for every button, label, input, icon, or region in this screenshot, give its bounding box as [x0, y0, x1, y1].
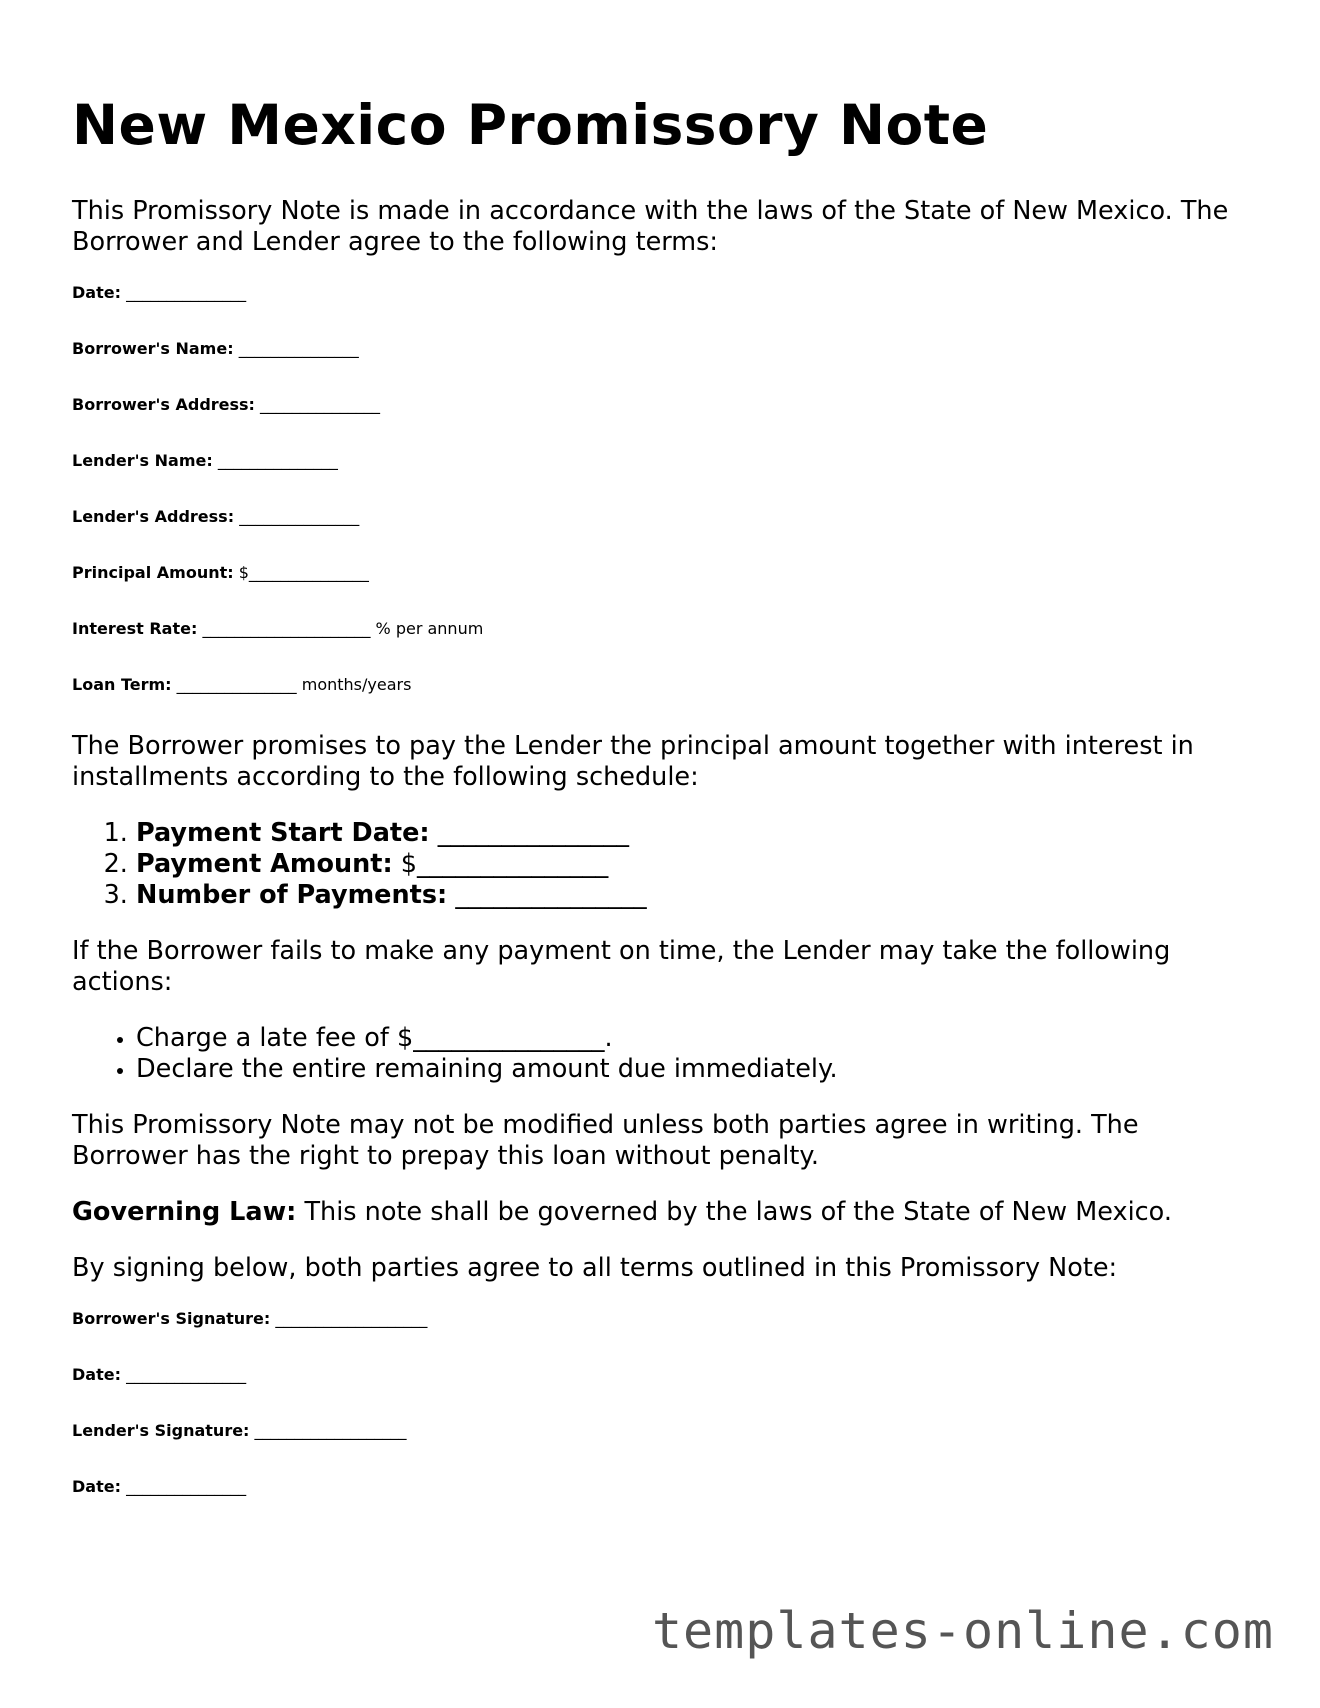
lender-address-blank: _______________ — [239, 507, 360, 526]
borrower-date-blank: _______________ — [126, 1365, 247, 1384]
borrower-signature-blank: ___________________ — [275, 1309, 428, 1328]
date-blank: _______________ — [126, 283, 247, 302]
borrower-address-field — [72, 395, 1252, 426]
lender-signature-field — [72, 1421, 1252, 1452]
list-item: • Charge a late fee of $_______________. — [136, 1023, 1252, 1054]
list-item — [136, 818, 1252, 849]
lender-date-blank: _______________ — [126, 1477, 247, 1496]
loan-term-blank: _______________ — [176, 675, 297, 694]
borrower-date-field — [72, 1365, 1252, 1396]
borrower-name-field — [72, 339, 1252, 370]
governing-law-paragraph — [72, 1197, 1252, 1228]
governing-law-text: This note shall be governed by the laws of the State of New Mexico. — [304, 1197, 1172, 1227]
payment-amount-label: Payment Amount: — [136, 849, 393, 879]
payment-schedule-list — [72, 818, 1252, 911]
loan-term-field — [72, 675, 1252, 706]
lender-signature-label: Lender's Signature: — [72, 1421, 250, 1440]
list-item — [136, 880, 1252, 911]
principal-amount-field — [72, 563, 1252, 594]
borrower-name-blank: _______________ — [238, 339, 359, 358]
payment-start-date-blank: _______________ — [437, 818, 629, 848]
modification-paragraph: This Promissory Note may not be modified unless both parties agree in writing. The Borrower has the right to prepay this loan without penalty. — [72, 1110, 1139, 1171]
borrower-signature-field — [72, 1309, 1252, 1340]
borrower-date-label: Date: — [72, 1365, 121, 1384]
lender-signature-blank: ___________________ — [254, 1421, 407, 1440]
borrower-signature-label: Borrower's Signature: — [72, 1309, 271, 1328]
watermark: templates-online.com — [651, 1602, 1274, 1660]
loan-term-label: Loan Term: — [72, 675, 172, 694]
lender-name-label: Lender's Name: — [72, 451, 213, 470]
principal-amount-blank: $_______________ — [238, 563, 369, 582]
borrower-name-label: Borrower's Name: — [72, 339, 234, 358]
borrower-address-label: Borrower's Address: — [72, 395, 255, 414]
interest-rate-field — [72, 619, 1252, 650]
interest-rate-label: Interest Rate: — [72, 619, 198, 638]
list-item: • Declare the entire remaining amount due immediately. — [136, 1054, 1252, 1085]
date-label: Date: — [72, 283, 121, 302]
default-intro: If the Borrower fails to make any payment on time, the Lender may take the following actions: — [72, 936, 1171, 997]
signing-intro: By signing below, both parties agree to all terms outlined in this Promissory Note: — [72, 1253, 1118, 1283]
lender-date-field — [72, 1477, 1252, 1508]
number-of-payments-label: Number of Payments: — [136, 880, 448, 910]
lender-name-blank: _______________ — [217, 451, 338, 470]
lender-address-field — [72, 507, 1252, 538]
page-title: New Mexico Promissory Note — [72, 93, 989, 157]
payment-start-date-label: Payment Start Date: — [136, 818, 430, 848]
schedule-intro: The Borrower promises to pay the Lender the principal amount together with interest in installments according to the following schedule: — [72, 731, 1194, 792]
loan-term-suffix: months/years — [301, 675, 412, 694]
lender-address-label: Lender's Address: — [72, 507, 235, 526]
payment-amount-blank: $_______________ — [400, 849, 609, 879]
borrower-address-blank: _______________ — [260, 395, 381, 414]
date-field — [72, 283, 1252, 314]
document-page — [72, 92, 1252, 1533]
governing-law-label: Governing Law: — [72, 1197, 297, 1227]
interest-rate-suffix: % per annum — [375, 619, 484, 638]
number-of-payments-blank: _______________ — [455, 880, 647, 910]
lender-date-label: Date: — [72, 1477, 121, 1496]
principal-amount-label: Principal Amount: — [72, 563, 234, 582]
lender-name-field — [72, 451, 1252, 482]
interest-rate-blank: _____________________ — [202, 619, 371, 638]
default-actions-list — [72, 1023, 1252, 1085]
list-item — [136, 849, 1252, 880]
intro-paragraph: This Promissory Note is made in accordance with the laws of the State of New Mexico. The Borrower and Lender agree to the following terms: — [72, 196, 1229, 257]
